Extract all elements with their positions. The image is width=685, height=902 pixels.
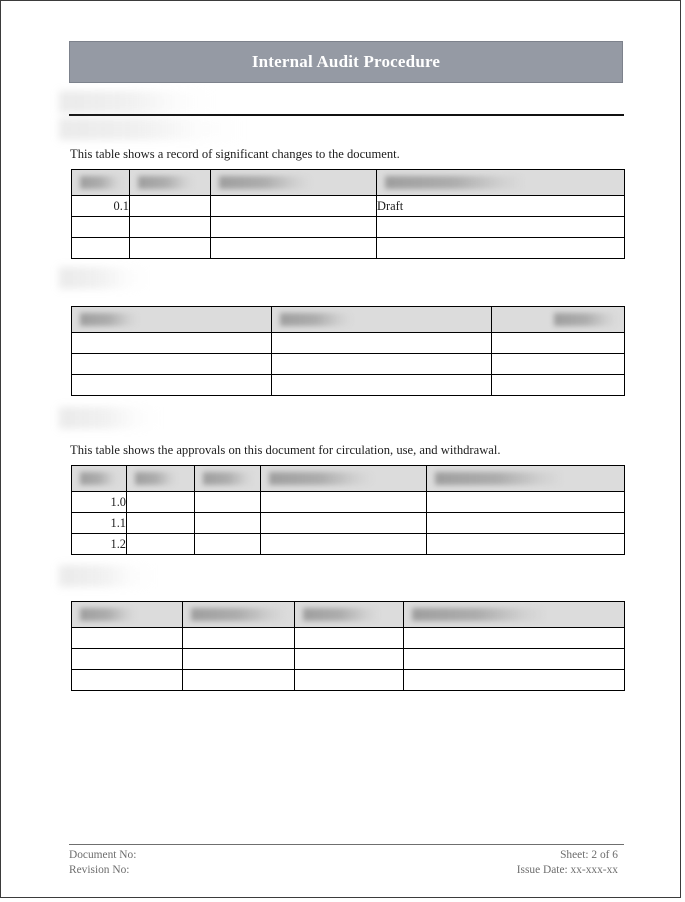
table-header-row [72, 170, 625, 196]
cell-1 [72, 649, 183, 670]
column-header-date [127, 466, 195, 492]
footer-issue-date: Issue Date: xx-xxx-xx [516, 864, 618, 876]
cell-version: 1.0 [72, 492, 127, 513]
column-header-role [195, 466, 261, 492]
cell-4 [404, 628, 625, 649]
cell-signature [427, 534, 625, 555]
column-header-version [72, 466, 127, 492]
cell-1 [72, 628, 183, 649]
cell-version [72, 238, 130, 259]
document-title-bar [69, 41, 623, 83]
cell-2 [183, 628, 295, 649]
cell-date [130, 238, 211, 259]
cell-2 [183, 649, 295, 670]
cell-date [130, 217, 211, 238]
column-header-3 [295, 602, 404, 628]
cell-date [130, 196, 211, 217]
column-header-description [377, 170, 625, 196]
cell-name [261, 513, 427, 534]
cell-1 [72, 375, 272, 396]
cell-3 [492, 354, 625, 375]
cell-3 [492, 333, 625, 354]
cell-date [127, 534, 195, 555]
cell-2 [272, 375, 492, 396]
column-header-3 [492, 307, 625, 333]
column-header-date [130, 170, 211, 196]
cell-name [261, 492, 427, 513]
cell-date [127, 492, 195, 513]
cell-3 [295, 649, 404, 670]
table-row [72, 534, 625, 555]
cell-signature [427, 513, 625, 534]
cell-description: Draft [377, 196, 625, 217]
change-record-table [71, 169, 625, 259]
table-row [72, 238, 625, 259]
cell-2 [183, 670, 295, 691]
table-row [72, 354, 625, 375]
table-header-row [72, 307, 625, 333]
footer-document-no: Document No: [69, 849, 137, 861]
table-row [72, 670, 625, 691]
redacted-heading-3 [59, 267, 149, 289]
footer-revision-no: Revision No: [69, 864, 130, 876]
cell-description [377, 217, 625, 238]
redacted-heading-4 [59, 407, 161, 429]
column-header-version [72, 170, 130, 196]
column-header-1 [72, 602, 183, 628]
redacted-heading-1 [59, 91, 217, 113]
column-header-signature [427, 466, 625, 492]
cell-1 [72, 333, 272, 354]
cell-role [195, 534, 261, 555]
section-divider-rule [69, 114, 624, 116]
column-header-2 [183, 602, 295, 628]
table-row [72, 333, 625, 354]
cell-4 [404, 649, 625, 670]
column-header-author [211, 170, 377, 196]
footer-right-block [517, 848, 618, 878]
approvals-intro: This table shows the approvals on this document for circulation, use, and withdrawal. [70, 443, 501, 457]
table-row [72, 513, 625, 534]
approvals-table [71, 465, 625, 555]
cell-4 [404, 670, 625, 691]
column-header-2 [272, 307, 492, 333]
table-row [72, 217, 625, 238]
column-header-name [261, 466, 427, 492]
redacted-heading-5 [59, 565, 155, 587]
cell-author [211, 196, 377, 217]
cell-3 [295, 628, 404, 649]
cell-version: 1.1 [72, 513, 127, 534]
page-title: Internal Audit Procedure [251, 52, 441, 71]
table-row [72, 492, 625, 513]
table-row [72, 375, 625, 396]
change-record-intro: This table shows a record of significant changes to the document. [70, 147, 400, 161]
cell-role [195, 513, 261, 534]
cell-description [377, 238, 625, 259]
cell-version: 0.1 [72, 196, 130, 217]
column-header-4 [404, 602, 625, 628]
cell-author [211, 217, 377, 238]
cell-1 [72, 354, 272, 375]
redacted-heading-2 [59, 118, 245, 140]
footer-divider [69, 844, 624, 845]
cell-3 [295, 670, 404, 691]
cell-2 [272, 333, 492, 354]
table-header-row [72, 466, 625, 492]
table-row [72, 628, 625, 649]
cell-name [261, 534, 427, 555]
fourth-table [71, 601, 625, 691]
second-table [71, 306, 625, 396]
cell-version [72, 217, 130, 238]
cell-author [211, 238, 377, 259]
cell-role [195, 492, 261, 513]
cell-version: 1.2 [72, 534, 127, 555]
cell-signature [427, 492, 625, 513]
table-row [72, 196, 625, 217]
table-row [72, 649, 625, 670]
footer-sheet-number: Sheet: 2 of 6 [560, 849, 618, 861]
cell-date [127, 513, 195, 534]
cell-3 [492, 375, 625, 396]
footer-left-block [69, 848, 136, 878]
column-header-1 [72, 307, 272, 333]
cell-2 [272, 354, 492, 375]
cell-1 [72, 670, 183, 691]
table-header-row [72, 602, 625, 628]
